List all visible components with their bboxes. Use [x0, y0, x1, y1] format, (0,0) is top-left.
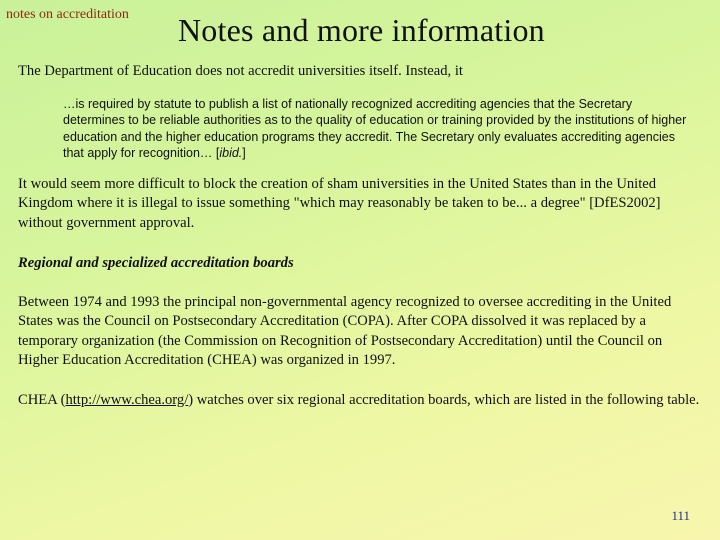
quote-close: ]: [242, 146, 246, 160]
regional-history-paragraph: Between 1974 and 1993 the principal non-governmental agency recognized to oversee accrediting in the United States was the Council on Postsecondary Accreditation (COPA). After COPA dissolved it was replaced by a temporary organization (the Commission on Recognition of Postsecondary Accreditation) until the Council on Higher Education Accreditation (CHEA) was organized in 1997.: [18, 293, 672, 368]
page-number: 111: [671, 508, 690, 523]
content-area: [18, 62, 702, 410]
quote-text: …is required by statute to publish a list of nationally recognized accrediting agencies that the Secretary determines to be reliable authorities as to the quality of education or training provided by the institutions of higher education and the higher education programs they accredit. The Secretary only evaluates accrediting agencies that apply for recognition… [: [63, 96, 687, 160]
quote-citation: ibid.: [219, 146, 243, 160]
statute-quote: [63, 96, 690, 162]
section-heading: Regional and specialized accreditation boards: [18, 255, 294, 271]
sham-universities-paragraph: It would seem more difficult to block the creation of sham universities in the United States than in the United Kingdom where it is illegal to issue something "which may reasonably be taken to be... a degree" [DfES2002] without government approval.: [18, 175, 661, 231]
chea-link[interactable]: http://www.chea.org/: [65, 391, 189, 408]
page-title: Notes and more information: [178, 12, 545, 48]
chea-text-before: CHEA (: [18, 391, 66, 408]
corner-label: notes on accreditation: [6, 7, 129, 22]
chea-text-after: ) watches over six regional accreditation boards, which are listed in the following table.: [188, 391, 700, 408]
intro-paragraph: The Department of Education does not accredit universities itself. Instead, it: [18, 63, 463, 79]
chea-paragraph: [18, 391, 702, 411]
